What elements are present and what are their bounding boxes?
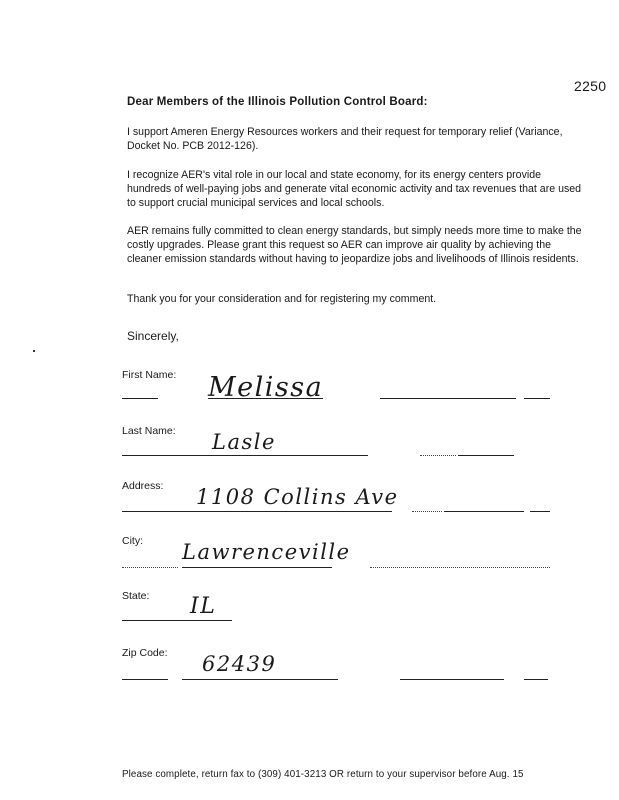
last-name-underline-1: [122, 455, 368, 456]
letter-paragraph-4: Thank you for your consideration and for registering my comment.: [127, 293, 437, 305]
address-underline-3: [444, 511, 524, 512]
first-name-handwriting[interactable]: Melissa: [208, 372, 324, 403]
letter-paragraph-3: AER remains fully committed to clean energy standards, but simply needs more time to make the costly upgrades. Please grant this request so AER can improve air quality by achieving the cleaner emission standards without having to jeopardize jobs and livelihoods of Illinois residents.: [127, 225, 582, 265]
address-underline-2: [412, 511, 442, 512]
salutation: Dear Members of the Illinois Pollution Control Board:: [127, 96, 428, 108]
last-name-label: Last Name:: [122, 425, 176, 437]
first-name-underline-4: [524, 398, 550, 399]
address-underline-1: [122, 511, 392, 512]
address-label: Address:: [122, 480, 164, 492]
city-label: City:: [122, 535, 143, 547]
scan-speck: [33, 350, 35, 352]
footer-instructions: Please complete, return fax to (309) 401-3213 OR return to your supervisor before Aug. 15: [122, 769, 524, 780]
city-underline-1: [122, 567, 178, 568]
closing: Sincerely,: [127, 329, 179, 343]
last-name-handwriting[interactable]: Lasle: [212, 430, 276, 454]
city-handwriting[interactable]: Lawrenceville: [182, 540, 351, 564]
letter-paragraph-1: I support Ameren Energy Resources workers and their request for temporary relief (Variance, Docket No. PCB 2012-126).: [127, 126, 563, 152]
zip-code-underline-2: [182, 679, 338, 680]
first-name-underline-2: [208, 398, 323, 399]
address-underline-4: [530, 511, 550, 512]
zip-code-underline-3: [400, 679, 504, 680]
state-handwriting[interactable]: IL: [190, 594, 217, 619]
first-name-underline-3: [380, 398, 516, 399]
zip-code-handwriting[interactable]: 62439: [202, 652, 277, 676]
zip-code-underline-4: [524, 679, 548, 680]
state-label: State:: [122, 590, 150, 602]
state-underline-1: [122, 620, 232, 621]
letter-paragraph-2: I recognize AER's vital role in our local and state economy, for its energy centers provide hundreds of well-paying jobs and generate vital economic activity and tax revenues that are used to support crucial municipal services and local schools.: [127, 169, 582, 209]
city-underline-2: [182, 567, 332, 568]
page-number: 2250: [574, 78, 607, 94]
first-name-underline-1: [122, 398, 158, 399]
address-handwriting[interactable]: 1108 Collins Ave: [196, 485, 399, 509]
zip-code-label: Zip Code:: [122, 647, 168, 659]
last-name-underline-3: [458, 455, 514, 456]
city-underline-3: [370, 567, 550, 568]
first-name-label: First Name:: [122, 369, 177, 381]
last-name-underline-2: [420, 455, 456, 456]
zip-code-underline-1: [122, 679, 168, 680]
